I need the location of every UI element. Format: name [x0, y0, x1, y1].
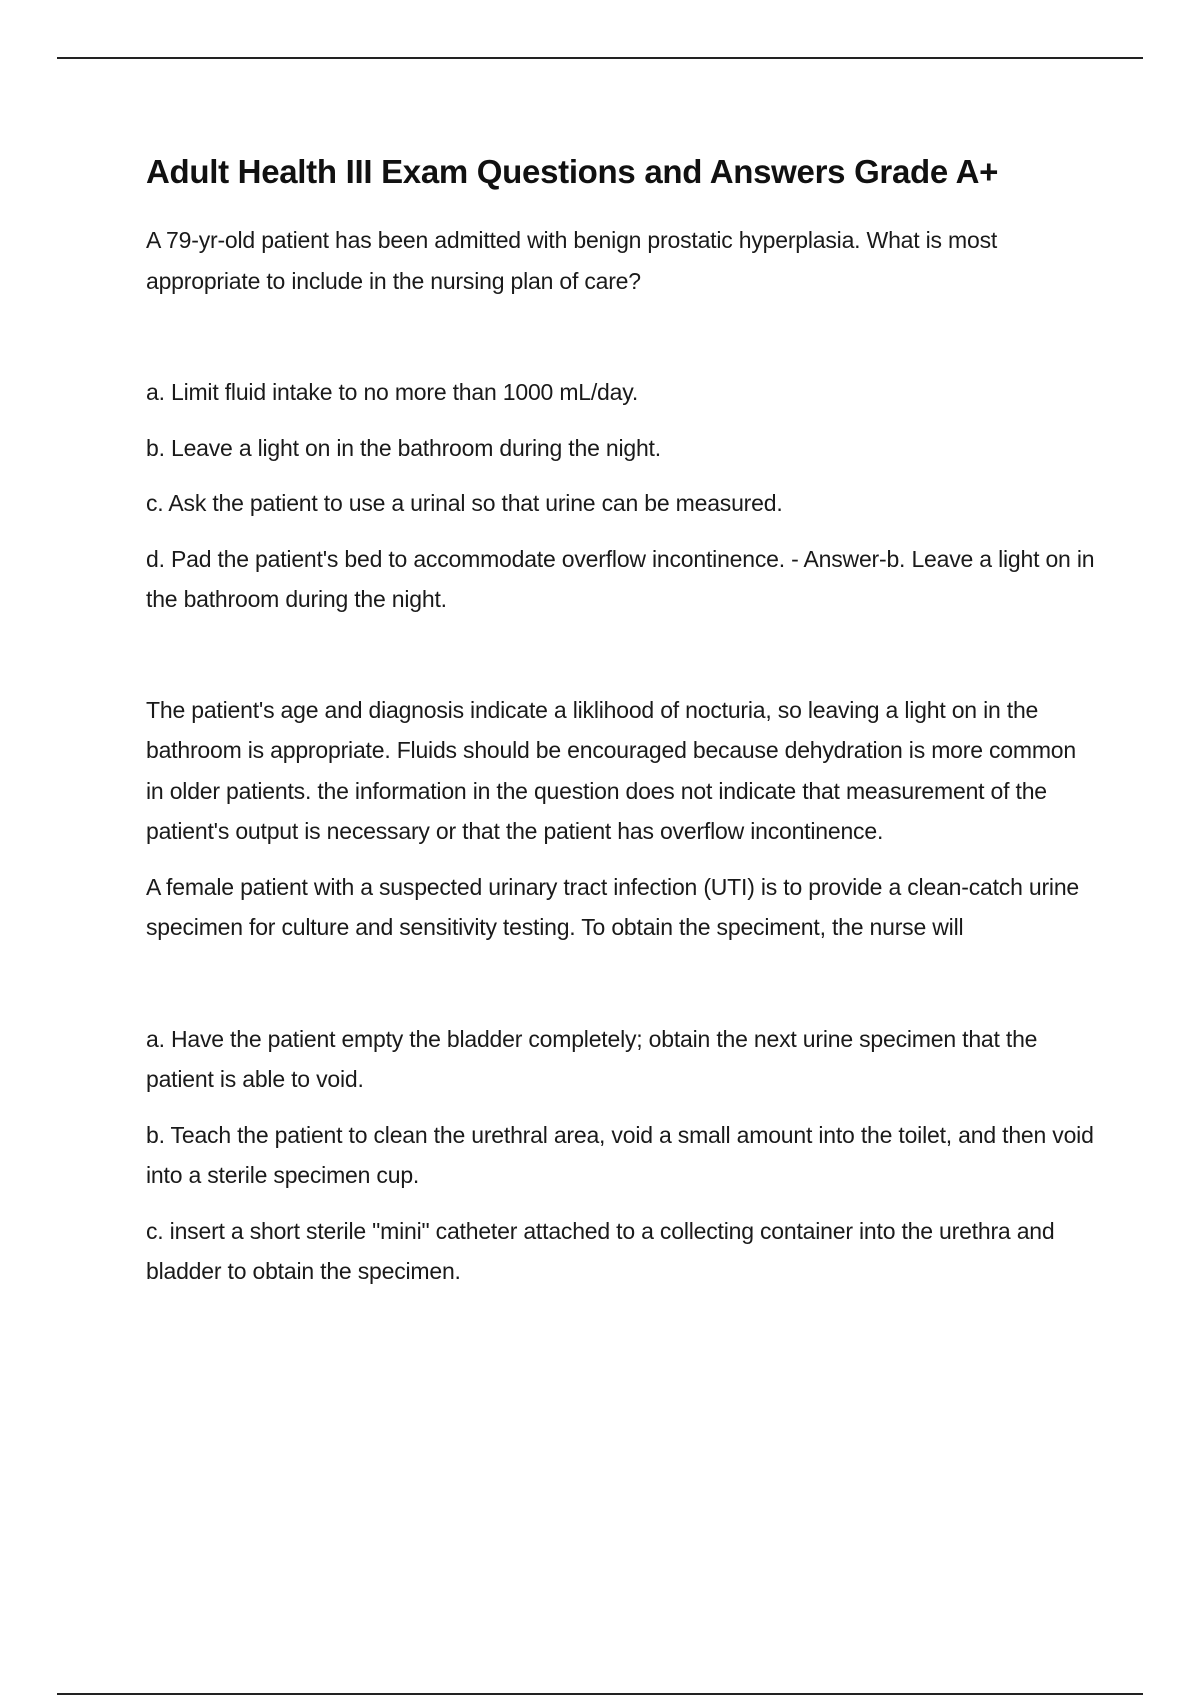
question-1-stem: A 79-yr-old patient has been admitted with benign prostatic hyperplasia. What is most appropriate to include in the nursing plan of care?	[146, 227, 998, 294]
question-2-option-a: a. Have the patient empty the bladder completely; obtain the next urine specimen that the patient is able to void.	[146, 1025, 1038, 1092]
question-1-option-b: b. Leave a light on in the bathroom during the night.	[146, 434, 661, 461]
top-rule	[57, 57, 1143, 59]
question-2-option-b: b. Teach the patient to clean the urethral area, void a small amount into the toilet, and then void into a sterile specimen cup.	[146, 1121, 1094, 1188]
question-2-option-c: c. insert a short sterile "mini" catheter attached to a collecting container into the urethra and bladder to obtain the specimen.	[146, 1217, 1055, 1284]
document-title: Adult Health III Exam Questions and Answers Grade A+	[146, 153, 999, 190]
question-1-option-d-answer: d. Pad the patient's bed to accommodate overflow incontinence. - Answer-b. Leave a light on in the bathroom during the night.	[146, 545, 1095, 612]
question-1-option-a: a. Limit fluid intake to no more than 1000 mL/day.	[146, 379, 639, 405]
question-1-rationale: The patient's age and diagnosis indicate a liklihood of nocturia, so leaving a light on in the bathroom is appropriate. Fluids should be encouraged because dehydration is more common in older patients. the information in the question does not indicate that measurement of the patient's output is necessary or that the patient has overflow incontinence.	[146, 696, 1076, 844]
question-1-option-c: c. Ask the patient to use a urinal so that urine can be measured.	[146, 490, 783, 516]
bottom-rule	[57, 1693, 1143, 1695]
document-body	[146, 150, 1096, 1307]
question-2-stem: A female patient with a suspected urinary tract infection (UTI) is to provide a clean-catch urine specimen for culture and sensitivity testing. To obtain the speciment, the nurse will	[146, 873, 1080, 940]
